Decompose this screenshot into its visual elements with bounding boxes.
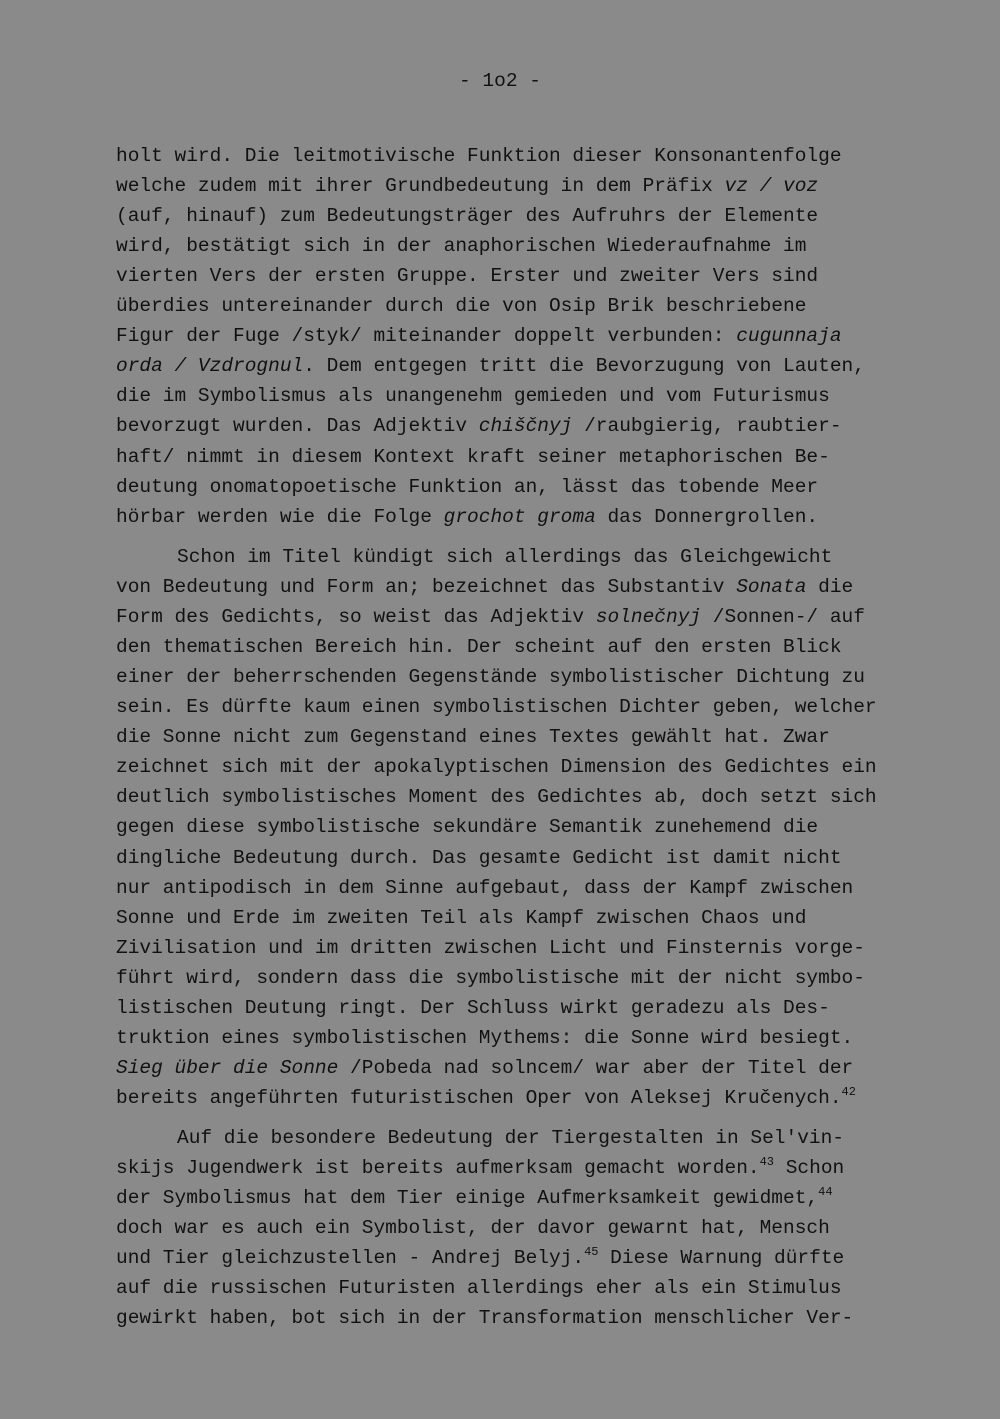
text-line [116, 1157, 844, 1179]
text-line [116, 696, 877, 718]
italic-term: Sieg über die Sonne [116, 1056, 339, 1079]
page-number: - 1o2 - [459, 70, 541, 92]
text-segment: gewirkt haben, bot sich in der Transformation menschlicher Ver- [116, 1307, 854, 1330]
text-line [116, 1247, 844, 1269]
text-line [116, 816, 818, 838]
text-segment: nur antipodisch in dem Sinne aufgebaut, dass der Kampf zwischen [116, 876, 854, 899]
text-segment: wird, bestätigt sich in der anaphorischen Wiederaufnahme im [116, 235, 807, 258]
text-segment: dingliche Bedeutung durch. Das gesamte Gedicht ist damit nicht [116, 846, 842, 869]
text-segment: (auf, hinauf) zum Bedeutungsträger des Aufruhrs der Elemente [116, 205, 819, 228]
text-segment: /Sonnen-/ auf [701, 606, 865, 629]
text-segment: einer der beherrschenden Gegenstände symbolistischer Dichtung zu [116, 666, 865, 689]
text-segment: und Tier gleichzustellen - Andrej Belyj. [116, 1247, 585, 1270]
text-segment: die [806, 576, 854, 599]
text-segment: doch war es auch ein Symbolist, der davor gewarnt hat, Mensch [116, 1217, 830, 1240]
text-segment: die Sonne nicht zum Gegenstand eines Textes gewählt hat. Zwar [116, 726, 830, 749]
text-line [116, 325, 842, 347]
text-line [177, 546, 832, 568]
text-segment: sein. Es dürfte kaum einen symbolistischen Dichter geben, welcher [116, 696, 877, 719]
text-segment: bereits angeführten futuristischen Oper von Aleksej Kručenych. [116, 1086, 842, 1109]
text-segment: vierten Vers der ersten Gruppe. Erster und zweiter Vers sind [116, 265, 819, 288]
text-line [116, 1084, 856, 1109]
footnote-marker: 43 [759, 1155, 775, 1170]
text-line [116, 937, 865, 959]
text-segment: überdies untereinander durch die von Osip Brik beschriebene [116, 295, 807, 318]
text-line [116, 576, 853, 598]
text-line [116, 476, 818, 498]
text-line [116, 1057, 853, 1079]
text-line [116, 205, 818, 227]
italic-term: cugunnaja [736, 325, 842, 348]
text-segment: auf die russischen Futuristen allerdings eher als ein Stimulus [116, 1277, 842, 1300]
text-line [116, 1187, 833, 1209]
text-segment: Schon [774, 1157, 845, 1180]
text-segment: bevorzugt wurden. Das Adjektiv [116, 415, 479, 438]
footnote-marker: 45 [584, 1245, 599, 1260]
text-segment: deutlich symbolistisches Moment des Gedichtes ab, doch setzt sich [116, 786, 877, 809]
text-line [116, 265, 818, 287]
text-segment: truktion eines symbolistischen Mythems: die Sonne wird besiegt. [116, 1026, 854, 1049]
text-line [116, 1217, 830, 1239]
italic-term: chiščnyj [478, 415, 573, 438]
text-segment: gegen diese symbolistische sekundäre Semantik zunehemend die [116, 816, 819, 839]
text-segment: Schon im Titel kündigt sich allerdings das Gleichgewicht [177, 546, 833, 568]
text-segment: Diese Warnung dürfte [598, 1247, 845, 1270]
text-segment: Figur der Fuge /styk/ miteinander doppelt verbunden: [116, 325, 737, 348]
text-line [116, 446, 830, 468]
text-segment: skijs Jugendwerk ist bereits aufmerksam gemacht worden. [116, 1157, 760, 1180]
text-line [116, 907, 806, 929]
text-line [116, 877, 853, 899]
text-line [116, 295, 806, 317]
footnote-marker: 42 [841, 1084, 856, 1099]
text-segment: listischen Deutung ringt. Der Schluss wirkt geradezu als Des- [116, 996, 830, 1019]
text-segment: Form des Gedichts, so weist das Adjektiv [116, 606, 596, 629]
italic-term: Sonata [736, 576, 807, 599]
text-line [116, 786, 877, 808]
footnote-marker: 44 [818, 1185, 833, 1200]
text-segment: welche zudem mit ihrer Grundbedeutung in dem Präfix [116, 175, 725, 198]
text-segment: . Dem entgegen tritt die Bevorzugung von Lauten, [303, 355, 865, 378]
text-line [116, 415, 842, 437]
italic-term: grochot groma [443, 505, 596, 528]
text-segment: /Pobeda nad solncem/ war aber der Titel der [338, 1056, 854, 1079]
text-line [116, 606, 865, 628]
text-line [116, 997, 830, 1019]
text-segment: das Donnergrollen. [595, 505, 819, 528]
italic-term: orda / Vzdrognul [116, 355, 304, 378]
text-line [116, 385, 830, 407]
text-segment: von Bedeutung und Form an; bezeichnet das Substantiv [116, 576, 737, 599]
text-line [116, 756, 877, 778]
text-segment: die im Symbolismus als unangenehm gemieden und vom Futurismus [116, 385, 830, 408]
italic-term: vz / voz [724, 175, 819, 198]
text-segment: holt wird. Die leitmotivische Funktion dieser Konsonantenfolge [116, 145, 842, 167]
text-line [116, 967, 865, 989]
text-line [116, 175, 818, 197]
text-segment: zeichnet sich mit der apokalyptischen Dimension des Gedichtes ein [116, 756, 877, 779]
text-segment: den thematischen Bereich hin. Der scheint auf den ersten Blick [116, 636, 842, 659]
text-segment: deutung onomatopoetische Funktion an, lässt das tobende Meer [116, 475, 819, 498]
text-line [116, 666, 865, 688]
italic-term: solnečnyj [595, 606, 702, 629]
text-line [116, 636, 842, 658]
text-line [116, 726, 830, 748]
text-segment: führt wird, sondern dass die symbolistische mit der nicht symbo- [116, 966, 865, 989]
text-line [116, 1307, 853, 1329]
text-line [116, 506, 818, 528]
text-line [116, 847, 842, 869]
text-line [116, 1277, 842, 1299]
text-line [116, 145, 842, 167]
text-segment: /raubgierig, raubtier- [572, 415, 842, 438]
text-line [116, 1027, 853, 1049]
text-segment: haft/ nimmt in diesem Kontext kraft seiner metaphorischen Be- [116, 445, 830, 468]
text-segment: Auf die besondere Bedeutung der Tiergestalten in Sel'vin- [177, 1127, 845, 1149]
text-segment: der Symbolismus hat dem Tier einige Aufmerksamkeit gewidmet, [116, 1187, 819, 1210]
text-segment: Zivilisation und im dritten zwischen Licht und Finsternis vorge- [116, 936, 865, 959]
text-line [177, 1127, 844, 1149]
text-segment: Sonne und Erde im zweiten Teil als Kampf zwischen Chaos und [116, 906, 807, 929]
text-segment: hörbar werden wie die Folge [116, 505, 444, 528]
text-line [116, 235, 806, 257]
text-line [116, 355, 865, 377]
